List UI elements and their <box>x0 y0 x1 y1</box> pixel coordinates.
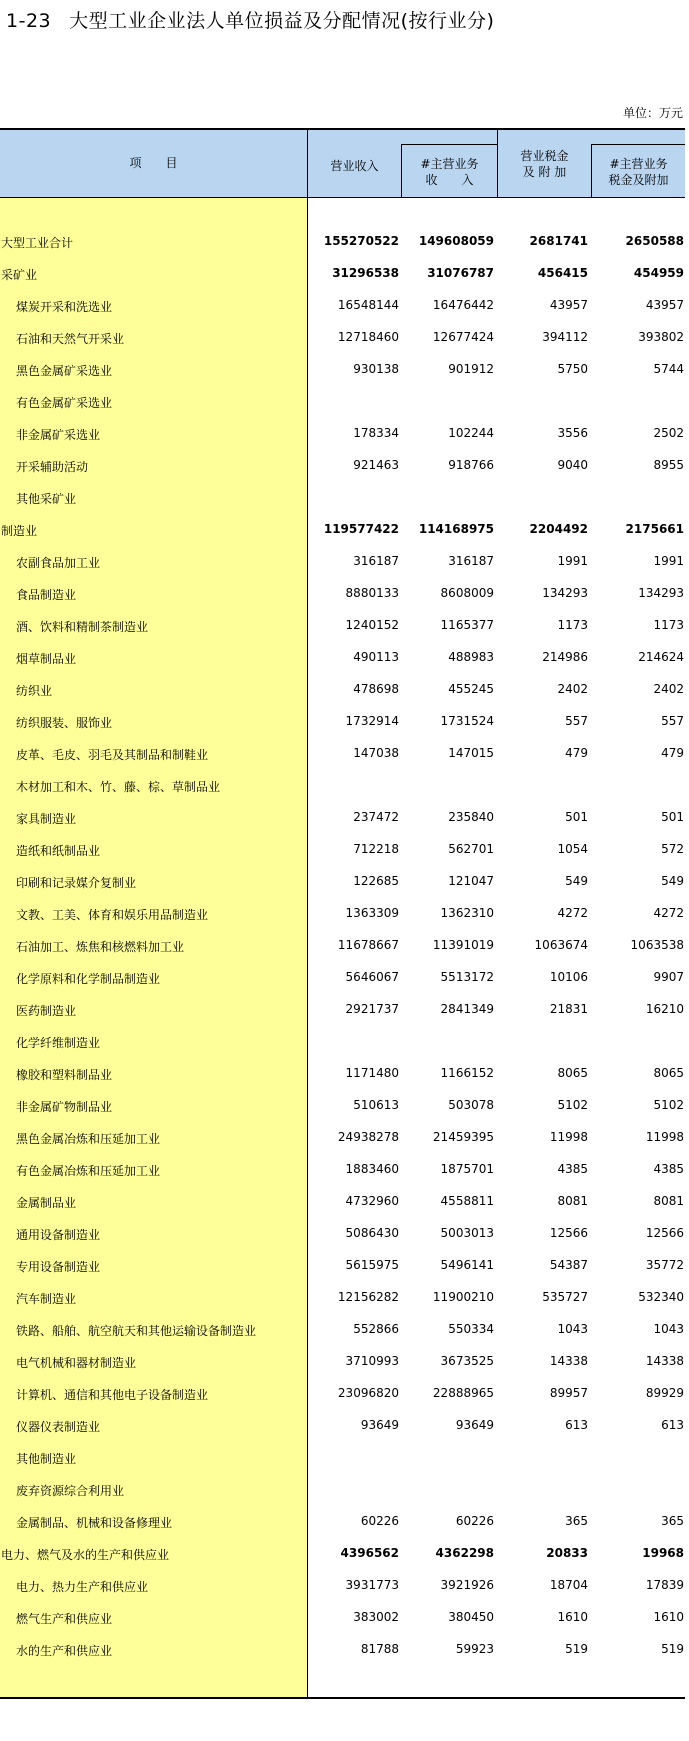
table-row <box>0 706 685 738</box>
row-value-v3: 456415 <box>537 266 588 280</box>
row-value-v3: 8081 <box>557 1194 588 1208</box>
header-bottom-rule <box>0 197 685 198</box>
table-row <box>0 834 685 866</box>
row-label: 其他制造业 <box>16 1452 77 1466</box>
row-value-v3: 1054 <box>557 842 588 856</box>
row-value-v1: 478698 <box>353 682 399 696</box>
row-label: 化学原料和化学制品制造业 <box>16 972 161 986</box>
row-label: 废弃资源综合利用业 <box>16 1484 125 1498</box>
row-value-v2: 455245 <box>448 682 494 696</box>
row-value-v4: 393802 <box>638 330 684 344</box>
table-row <box>0 898 685 930</box>
header-main-revenue-line2: 收 入 <box>425 173 474 187</box>
row-value-v2: 5003013 <box>440 1226 494 1240</box>
table-row <box>0 482 685 514</box>
row-value-v3: 535727 <box>542 1290 588 1304</box>
row-value-v1: 12156282 <box>337 1290 399 1304</box>
row-value-v4: 2502 <box>653 426 684 440</box>
table-row <box>0 1602 685 1634</box>
row-label: 烟草制品业 <box>16 652 77 666</box>
row-label: 非金属矿采选业 <box>16 428 101 442</box>
row-label: 水的生产和供应业 <box>16 1644 113 1658</box>
row-value-v1: 16548144 <box>337 298 399 312</box>
row-value-v1: 11678667 <box>337 938 399 952</box>
table-row <box>0 1442 685 1474</box>
row-value-v1: 81788 <box>360 1642 399 1656</box>
row-value-v1: 510613 <box>353 1098 399 1112</box>
row-label: 纺织业 <box>16 684 53 698</box>
header-tax <box>498 148 591 180</box>
header-main-tax-line1: #主营业务 <box>609 157 668 171</box>
row-value-v2: 1362310 <box>440 906 494 920</box>
row-value-v4: 1173 <box>653 618 684 632</box>
row-value-v3: 12566 <box>549 1226 588 1240</box>
row-value-v2: 4558811 <box>440 1194 494 1208</box>
row-value-v4: 9907 <box>653 970 684 984</box>
table-row <box>0 386 685 418</box>
table-row <box>0 450 685 482</box>
row-label: 石油加工、炼焦和核燃料加工业 <box>16 940 185 954</box>
row-label: 金属制品、机械和设备修理业 <box>16 1516 173 1530</box>
row-value-v1: 1363309 <box>345 906 399 920</box>
row-value-v2: 1731524 <box>440 714 494 728</box>
row-value-v2: 60226 <box>455 1514 494 1528</box>
row-value-v1: 155270522 <box>323 234 399 248</box>
row-value-v1: 1240152 <box>345 618 399 632</box>
row-value-v3: 2204492 <box>529 522 588 536</box>
table-row <box>0 1186 685 1218</box>
table-row <box>0 1122 685 1154</box>
row-value-v2: 114168975 <box>418 522 494 536</box>
row-value-v3: 18704 <box>549 1578 588 1592</box>
row-value-v4: 214624 <box>638 650 684 664</box>
row-value-v4: 479 <box>661 746 684 760</box>
row-value-v3: 1043 <box>557 1322 588 1336</box>
table-row <box>0 1282 685 1314</box>
row-value-v4: 8955 <box>653 458 684 472</box>
row-value-v4: 613 <box>661 1418 684 1432</box>
row-label: 食品制造业 <box>16 588 77 602</box>
row-value-v3: 20833 <box>546 1546 588 1560</box>
row-value-v1: 1171480 <box>345 1066 399 1080</box>
row-value-v2: 121047 <box>448 874 494 888</box>
row-label: 计算机、通信和其他电子设备制造业 <box>16 1388 209 1402</box>
row-label: 医药制造业 <box>16 1004 77 1018</box>
table-row <box>0 1346 685 1378</box>
row-value-v4: 2175661 <box>625 522 684 536</box>
row-value-v2: 8608009 <box>440 586 494 600</box>
row-value-v3: 9040 <box>557 458 588 472</box>
page-title <box>6 6 494 33</box>
row-value-v2: 901912 <box>448 362 494 376</box>
row-value-v3: 4272 <box>557 906 588 920</box>
table-title: 大型工业企业法人单位损益及分配情况(按行业分) <box>69 10 495 32</box>
row-value-v2: 59923 <box>455 1642 494 1656</box>
row-value-v4: 5744 <box>653 362 684 376</box>
row-value-v2: 380450 <box>448 1610 494 1624</box>
row-value-v3: 5102 <box>557 1098 588 1112</box>
row-value-v4: 134293 <box>638 586 684 600</box>
row-value-v2: 1875701 <box>440 1162 494 1176</box>
row-value-v3: 8065 <box>557 1066 588 1080</box>
row-value-v3: 5750 <box>557 362 588 376</box>
row-value-v1: 2921737 <box>345 1002 399 1016</box>
row-value-v1: 1883460 <box>345 1162 399 1176</box>
table-body <box>0 226 685 1666</box>
table-row <box>0 866 685 898</box>
table-row <box>0 770 685 802</box>
table-row <box>0 610 685 642</box>
header-main-tax-line2: 税金及附加 <box>608 173 669 187</box>
row-value-v4: 454959 <box>633 266 684 280</box>
row-label: 其他采矿业 <box>16 492 77 506</box>
row-value-v2: 5513172 <box>440 970 494 984</box>
row-value-v1: 24938278 <box>337 1130 399 1144</box>
row-value-v2: 11900210 <box>432 1290 494 1304</box>
table-row <box>0 290 685 322</box>
row-value-v3: 4385 <box>557 1162 588 1176</box>
row-value-v4: 89929 <box>645 1386 684 1400</box>
row-value-v3: 1610 <box>557 1610 588 1624</box>
row-label: 仪器仪表制造业 <box>16 1420 101 1434</box>
table-row <box>0 642 685 674</box>
row-label: 开采辅助活动 <box>16 460 89 474</box>
table-row <box>0 1538 685 1570</box>
row-value-v3: 2402 <box>557 682 588 696</box>
row-value-v1: 3931773 <box>345 1578 399 1592</box>
row-value-v3: 89957 <box>549 1386 588 1400</box>
row-label: 皮革、毛皮、羽毛及其制品和制鞋业 <box>16 748 209 762</box>
row-value-v3: 1173 <box>557 618 588 632</box>
row-label: 有色金属矿采选业 <box>16 396 113 410</box>
table-row <box>0 1570 685 1602</box>
row-value-v4: 35772 <box>645 1258 684 1272</box>
row-value-v3: 394112 <box>542 330 588 344</box>
row-value-v3: 1063674 <box>534 938 588 952</box>
row-value-v3: 3556 <box>557 426 588 440</box>
bottom-rule <box>0 1697 685 1699</box>
row-value-v3: 501 <box>565 810 588 824</box>
table-row <box>0 1058 685 1090</box>
row-label: 文教、工美、体育和娱乐用品制造业 <box>16 908 209 922</box>
row-label: 纺织服装、服饰业 <box>16 716 113 730</box>
top-rule <box>0 128 685 130</box>
row-value-v4: 532340 <box>638 1290 684 1304</box>
table-row <box>0 514 685 546</box>
table-row <box>0 994 685 1026</box>
row-value-v2: 488983 <box>448 650 494 664</box>
data-table <box>0 128 685 1699</box>
row-value-v2: 503078 <box>448 1098 494 1112</box>
table-row <box>0 578 685 610</box>
row-value-v4: 4385 <box>653 1162 684 1176</box>
table-row <box>0 738 685 770</box>
row-label: 家具制造业 <box>16 812 77 826</box>
row-value-v3: 479 <box>565 746 588 760</box>
row-label: 大型工业合计 <box>1 236 74 250</box>
table-row <box>0 674 685 706</box>
row-value-v2: 2841349 <box>440 1002 494 1016</box>
row-value-v4: 8065 <box>653 1066 684 1080</box>
unit-label: 单位：万元 <box>622 106 683 120</box>
row-label: 黑色金属冶炼和压延加工业 <box>16 1132 161 1146</box>
row-value-v3: 1991 <box>557 554 588 568</box>
row-value-v1: 4732960 <box>345 1194 399 1208</box>
table-row <box>0 354 685 386</box>
row-value-v4: 8081 <box>653 1194 684 1208</box>
row-value-v4: 16210 <box>645 1002 684 1016</box>
row-value-v1: 23096820 <box>337 1386 399 1400</box>
row-value-v3: 14338 <box>549 1354 588 1368</box>
row-value-v1: 1732914 <box>345 714 399 728</box>
header-main-revenue-line1: #主营业务 <box>420 157 479 171</box>
row-value-v3: 43957 <box>549 298 588 312</box>
row-value-v4: 572 <box>661 842 684 856</box>
row-value-v4: 1991 <box>653 554 684 568</box>
table-row <box>0 1634 685 1666</box>
row-value-v2: 12677424 <box>432 330 494 344</box>
row-value-v4: 11998 <box>645 1130 684 1144</box>
row-value-v1: 31296538 <box>332 266 399 280</box>
row-value-v3: 11998 <box>549 1130 588 1144</box>
row-value-v1: 921463 <box>353 458 399 472</box>
table-row <box>0 418 685 450</box>
row-label: 印刷和记录媒介复制业 <box>16 876 137 890</box>
row-value-v1: 316187 <box>353 554 399 568</box>
table-row <box>0 226 685 258</box>
row-value-v1: 178334 <box>353 426 399 440</box>
row-label: 农副食品加工业 <box>16 556 101 570</box>
row-value-v1: 5615975 <box>345 1258 399 1272</box>
row-value-v1: 552866 <box>353 1322 399 1336</box>
row-value-v1: 93649 <box>360 1418 399 1432</box>
row-value-v2: 31076787 <box>427 266 494 280</box>
header-main-tax <box>592 156 685 188</box>
table-row <box>0 1250 685 1282</box>
row-value-v3: 519 <box>565 1642 588 1656</box>
row-value-v2: 21459395 <box>432 1130 494 1144</box>
row-value-v1: 8880133 <box>345 586 399 600</box>
row-value-v4: 2650588 <box>625 234 684 248</box>
header-tax-line1: 营业税金 <box>520 149 569 163</box>
row-label: 电气机械和器材制造业 <box>16 1356 137 1370</box>
header-main-revenue <box>402 156 497 188</box>
row-value-v4: 1063538 <box>630 938 684 952</box>
row-label: 制造业 <box>1 524 38 538</box>
row-value-v2: 3921926 <box>440 1578 494 1592</box>
row-value-v1: 122685 <box>353 874 399 888</box>
row-label: 石油和天然气开采业 <box>16 332 125 346</box>
row-value-v3: 557 <box>565 714 588 728</box>
row-label: 通用设备制造业 <box>16 1228 101 1242</box>
row-value-v2: 4362298 <box>435 1546 494 1560</box>
table-row <box>0 1154 685 1186</box>
row-value-v3: 613 <box>565 1418 588 1432</box>
row-value-v3: 134293 <box>542 586 588 600</box>
row-value-v4: 14338 <box>645 1354 684 1368</box>
row-value-v4: 5102 <box>653 1098 684 1112</box>
row-value-v2: 93649 <box>455 1418 494 1432</box>
row-value-v2: 1166152 <box>440 1066 494 1080</box>
row-value-v2: 3673525 <box>440 1354 494 1368</box>
table-row <box>0 1506 685 1538</box>
row-value-v4: 549 <box>661 874 684 888</box>
row-label: 造纸和纸制品业 <box>16 844 101 858</box>
row-value-v1: 5086430 <box>345 1226 399 1240</box>
row-label: 采矿业 <box>1 268 38 282</box>
row-value-v2: 1165377 <box>440 618 494 632</box>
row-value-v1: 712218 <box>353 842 399 856</box>
row-value-v2: 550334 <box>448 1322 494 1336</box>
table-number: 1-23 <box>6 10 52 32</box>
row-value-v3: 365 <box>565 1514 588 1528</box>
row-value-v2: 562701 <box>448 842 494 856</box>
row-value-v2: 147015 <box>448 746 494 760</box>
row-label: 酒、饮料和精制茶制造业 <box>16 620 149 634</box>
row-value-v2: 22888965 <box>432 1386 494 1400</box>
row-label: 木材加工和木、竹、藤、棕、草制品业 <box>16 780 221 794</box>
table-row <box>0 930 685 962</box>
row-value-v4: 2402 <box>653 682 684 696</box>
row-value-v4: 501 <box>661 810 684 824</box>
row-value-v2: 235840 <box>448 810 494 824</box>
row-value-v2: 102244 <box>448 426 494 440</box>
sub1-top-rule <box>401 144 497 145</box>
row-value-v1: 5646067 <box>345 970 399 984</box>
row-value-v4: 1610 <box>653 1610 684 1624</box>
row-label: 专用设备制造业 <box>16 1260 101 1274</box>
header-revenue: 营业收入 <box>330 159 379 173</box>
row-label: 汽车制造业 <box>16 1292 77 1306</box>
row-value-v3: 549 <box>565 874 588 888</box>
row-value-v1: 237472 <box>353 810 399 824</box>
header-item: 项 目 <box>129 156 178 170</box>
row-value-v3: 21831 <box>549 1002 588 1016</box>
row-value-v1: 4396562 <box>340 1546 399 1560</box>
row-value-v3: 10106 <box>549 970 588 984</box>
header-tax-line2: 及 附 加 <box>522 165 567 179</box>
row-value-v2: 149608059 <box>418 234 494 248</box>
row-label: 燃气生产和供应业 <box>16 1612 113 1626</box>
row-label: 非金属矿物制品业 <box>16 1100 113 1114</box>
row-value-v4: 17839 <box>645 1578 684 1592</box>
row-value-v4: 557 <box>661 714 684 728</box>
row-value-v4: 1043 <box>653 1322 684 1336</box>
table-row <box>0 258 685 290</box>
row-value-v4: 43957 <box>645 298 684 312</box>
table-row <box>0 1090 685 1122</box>
row-value-v2: 11391019 <box>432 938 494 952</box>
row-value-v2: 16476442 <box>432 298 494 312</box>
row-label: 电力、热力生产和供应业 <box>16 1580 149 1594</box>
row-value-v2: 316187 <box>448 554 494 568</box>
row-value-v4: 519 <box>661 1642 684 1656</box>
table-row <box>0 1218 685 1250</box>
row-value-v1: 12718460 <box>337 330 399 344</box>
row-value-v4: 12566 <box>645 1226 684 1240</box>
row-value-v1: 119577422 <box>323 522 399 536</box>
row-value-v3: 214986 <box>542 650 588 664</box>
row-label: 电力、燃气及水的生产和供应业 <box>1 1548 170 1562</box>
row-value-v2: 5496141 <box>440 1258 494 1272</box>
table-row <box>0 1026 685 1058</box>
row-label: 化学纤维制造业 <box>16 1036 101 1050</box>
row-label: 煤炭开采和洗选业 <box>16 300 113 314</box>
table-row <box>0 1474 685 1506</box>
row-label: 橡胶和塑料制品业 <box>16 1068 113 1082</box>
row-value-v3: 2681741 <box>529 234 588 248</box>
row-label: 黑色金属矿采选业 <box>16 364 113 378</box>
table-row <box>0 1410 685 1442</box>
row-value-v1: 930138 <box>353 362 399 376</box>
table-row <box>0 962 685 994</box>
table-row <box>0 802 685 834</box>
row-label: 有色金属冶炼和压延加工业 <box>16 1164 161 1178</box>
row-value-v2: 918766 <box>448 458 494 472</box>
row-value-v1: 147038 <box>353 746 399 760</box>
row-value-v4: 365 <box>661 1514 684 1528</box>
table-row <box>0 1314 685 1346</box>
table-row <box>0 322 685 354</box>
row-value-v4: 4272 <box>653 906 684 920</box>
row-value-v1: 3710993 <box>345 1354 399 1368</box>
row-value-v1: 60226 <box>360 1514 399 1528</box>
table-row <box>0 546 685 578</box>
row-value-v1: 383002 <box>353 1610 399 1624</box>
row-value-v4: 19968 <box>642 1546 684 1560</box>
row-value-v1: 490113 <box>353 650 399 664</box>
table-row <box>0 1378 685 1410</box>
row-label: 金属制品业 <box>16 1196 77 1210</box>
sub2-top-rule <box>591 144 685 145</box>
row-value-v3: 54387 <box>549 1258 588 1272</box>
row-label: 铁路、船舶、航空航天和其他运输设备制造业 <box>16 1324 257 1338</box>
